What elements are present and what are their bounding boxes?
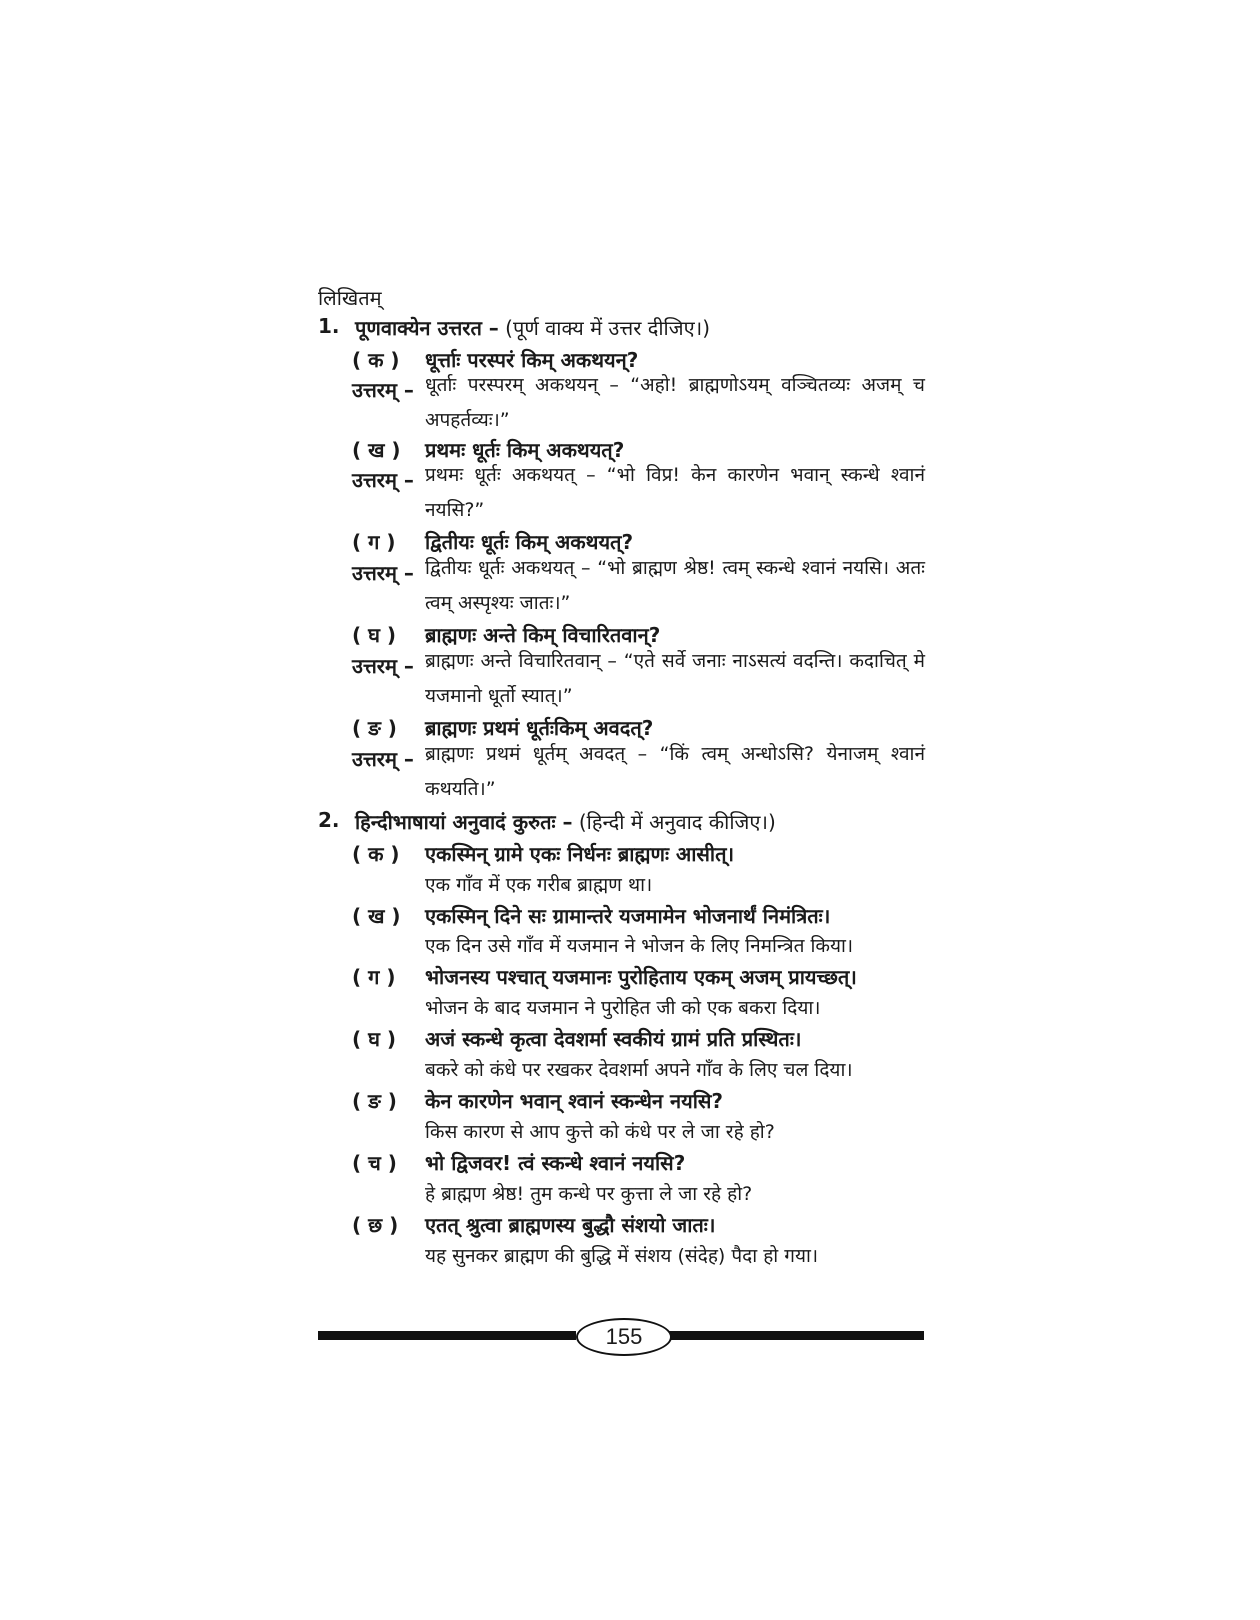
- hindi-translation: एक गाँव में एक गरीब ब्राह्मण था।: [425, 874, 653, 896]
- item-label: ( च ): [352, 1151, 397, 1175]
- answer-text: प्रथमः धूर्तः अकथयत् – “भो विप्र! केन कारणेन भवान् स्कन्धे श्वानं नयसि?”: [425, 464, 925, 521]
- answer-text: धूर्ताः परस्परम् अकथयन् – “अहो! ब्राह्मणोऽयम् वञ्चितव्यः अजम् च अपहर्तव्यः।”: [425, 374, 925, 431]
- section-2-subtitle: (हिन्दी में अनुवाद कीजिए।): [578, 810, 776, 834]
- question-text: ब्राह्मणः अन्ते किम् विचारितवान्?: [425, 623, 661, 647]
- sanskrit-sentence: एतत् श्रुत्वा ब्राह्मणस्य बुद्धौ संशयो जातः।: [425, 1213, 716, 1237]
- question-text: ब्राह्मणः प्रथमं धूर्तःकिम् अवदत्?: [425, 716, 654, 740]
- question-text: धूर्त्ताः परस्परं किम् अकथयन्?: [425, 348, 639, 372]
- question-text: द्वितीयः धूर्तः किम् अकथयत्?: [425, 530, 634, 554]
- item-label: ( ङ ): [352, 1089, 397, 1113]
- answer-label: उत्तरम् –: [352, 378, 414, 402]
- answer-label: उत्तरम् –: [352, 747, 414, 771]
- question-label: ( ग ): [352, 530, 396, 554]
- section-2-title-text: हिन्दीभाषायां अनुवादं कुरुतः –: [355, 810, 573, 834]
- section-1-subtitle: (पूर्ण वाक्य में उत्तर दीजिए।): [505, 316, 711, 340]
- question-text: प्रथमः धूर्तः किम् अकथयत्?: [425, 438, 625, 462]
- section-1-title: [355, 314, 710, 341]
- question-label: ( घ ): [352, 623, 397, 647]
- sanskrit-sentence: एकस्मिन् दिने सः ग्रामान्तरे यजमामेन भोजनार्थं निमंत्रितः।: [425, 904, 831, 928]
- answer-text: ब्राह्मणः अन्ते विचारितवान् – “एते सर्वे जनाः नाऽसत्यं वदन्ति। कदाचित् मे यजमानो धूर्तो स्यात्।”: [425, 650, 925, 707]
- section-2-number: 2.: [318, 808, 340, 832]
- section-1-title-text: पूणवाक्येन उत्तरत –: [355, 316, 499, 340]
- sanskrit-sentence: भो द्विजवर! त्वं स्कन्धे श्वानं नयसि?: [425, 1151, 686, 1175]
- item-label: ( घ ): [352, 1027, 397, 1051]
- item-label: ( ग ): [352, 965, 396, 989]
- sanskrit-sentence: केन कारणेन भवान् श्वानं स्कन्धेन नयसि?: [425, 1089, 723, 1113]
- answer-label: उत्तरम् –: [352, 654, 414, 678]
- question-label: ( ङ ): [352, 716, 397, 740]
- sanskrit-sentence: अजं स्कन्धे कृत्वा देवशर्मा स्वकीयं ग्रामं प्रति प्रस्थितः।: [425, 1027, 802, 1051]
- footer-rule-right: [668, 1331, 924, 1340]
- sanskrit-sentence: भोजनस्य पश्चात् यजमानः पुरोहिताय एकम् अजम् प्रायच्छत्।: [425, 965, 857, 989]
- question-label: ( क ): [352, 348, 400, 372]
- page-heading: लिखितम्: [318, 286, 382, 310]
- answer-text: ब्राह्मणः प्रथमं धूर्तम् अवदत् – “किं त्वम् अन्धोऽसि? येनाजम् श्वानं कथयति।”: [425, 743, 925, 800]
- footer-rule-left: [318, 1331, 576, 1340]
- hindi-translation: एक दिन उसे गाँव में यजमान ने भोजन के लिए निमन्त्रित किया।: [425, 935, 854, 957]
- hindi-translation: बकरे को कंधे पर रखकर देवशर्मा अपने गाँव के लिए चल दिया।: [425, 1059, 853, 1081]
- answer-label: उत्तरम् –: [352, 468, 414, 492]
- section-1-number: 1.: [318, 314, 340, 338]
- hindi-translation: हे ब्राह्मण श्रेष्ठ! तुम कन्धे पर कुत्ता ले जा रहे हो?: [425, 1183, 753, 1205]
- item-label: ( ख ): [352, 904, 401, 928]
- answer-label: उत्तरम् –: [352, 561, 414, 585]
- page-number: 155: [576, 1318, 672, 1356]
- sanskrit-sentence: एकस्मिन् ग्रामे एकः निर्धनः ब्राह्मणः आसीत्।: [425, 842, 735, 866]
- hindi-translation: किस कारण से आप कुत्ते को कंधे पर ले जा रहे हो?: [425, 1121, 775, 1143]
- answer-text: द्वितीयः धूर्तः अकथयत् – “भो ब्राह्मण श्रेष्ठ! त्वम् स्कन्धे श्वानं नयसि। अतः त्वम् अस्पृश्यः जातः।”: [425, 557, 925, 614]
- item-label: ( छ ): [352, 1213, 399, 1237]
- section-2-title: [355, 808, 776, 835]
- item-label: ( क ): [352, 842, 400, 866]
- question-label: ( ख ): [352, 438, 401, 462]
- hindi-translation: भोजन के बाद यजमान ने पुरोहित जी को एक बकरा दिया।: [425, 997, 821, 1019]
- hindi-translation: यह सुनकर ब्राह्मण की बुद्धि में संशय (संदेह) पैदा हो गया।: [425, 1245, 819, 1267]
